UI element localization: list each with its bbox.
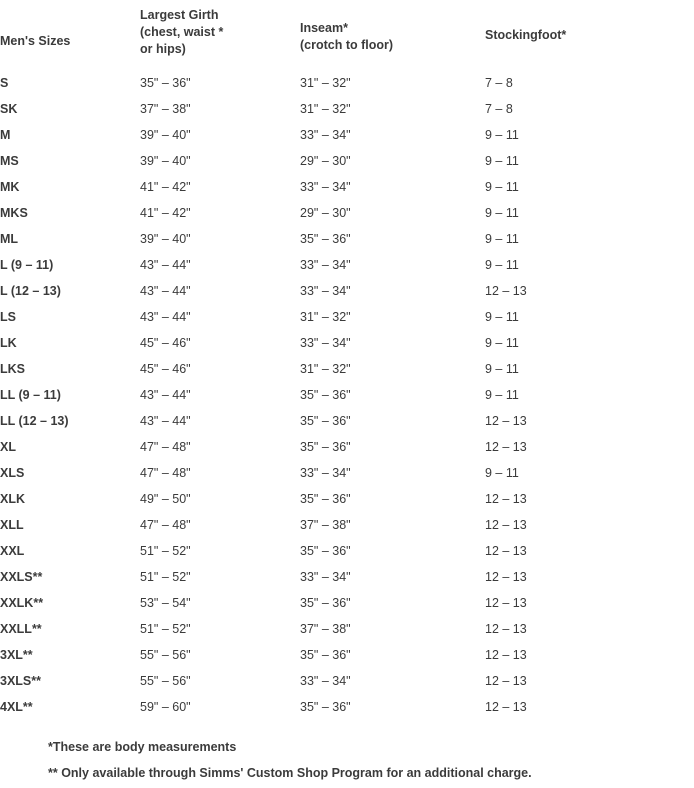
cell-inseam: 31" – 32" (300, 362, 351, 376)
table-row (0, 330, 694, 356)
cell-size: XLS (0, 466, 25, 480)
table-row (0, 590, 694, 616)
cell-inseam: 33" – 34" (300, 570, 351, 584)
cell-stockingfoot: 9 – 11 (485, 180, 519, 194)
cell-inseam: 31" – 32" (300, 76, 351, 90)
table-row (0, 278, 694, 304)
cell-size: XLL (0, 518, 24, 532)
cell-inseam: 35" – 36" (300, 388, 351, 402)
cell-size: XXLK** (0, 596, 44, 610)
notes-section (0, 734, 694, 786)
cell-girth: 49" – 50" (140, 492, 191, 506)
column-header-line: Inseam* (300, 21, 348, 35)
cell-stockingfoot: 9 – 11 (485, 310, 519, 324)
cell-girth: 43" – 44" (140, 258, 191, 272)
cell-girth: 47" – 48" (140, 518, 191, 532)
cell-girth: 53" – 54" (140, 596, 191, 610)
table-row (0, 148, 694, 174)
column-header-stockingfoot (485, 0, 694, 70)
cell-size: XXLL** (0, 622, 42, 636)
cell-size: MS (0, 154, 19, 168)
cell-girth: 51" – 52" (140, 570, 191, 584)
cell-stockingfoot: 12 – 13 (485, 284, 527, 298)
cell-inseam: 35" – 36" (300, 440, 351, 454)
cell-inseam: 33" – 34" (300, 180, 351, 194)
column-header-line: or hips) (140, 42, 186, 56)
table-row (0, 512, 694, 538)
cell-stockingfoot: 9 – 11 (485, 206, 519, 220)
cell-girth: 59" – 60" (140, 700, 191, 714)
table-row (0, 96, 694, 122)
cell-stockingfoot: 9 – 11 (485, 232, 519, 246)
table-row (0, 694, 694, 720)
cell-size: 4XL** (0, 700, 33, 714)
cell-size: XXLS** (0, 570, 43, 584)
cell-inseam: 33" – 34" (300, 258, 351, 272)
cell-inseam: 35" – 36" (300, 596, 351, 610)
cell-girth: 51" – 52" (140, 622, 191, 636)
cell-girth: 39" – 40" (140, 232, 191, 246)
cell-girth: 55" – 56" (140, 648, 191, 662)
table-row (0, 304, 694, 330)
table-row (0, 642, 694, 668)
table-row (0, 616, 694, 642)
cell-stockingfoot: 12 – 13 (485, 674, 527, 688)
cell-inseam: 29" – 30" (300, 154, 351, 168)
cell-stockingfoot: 12 – 13 (485, 622, 527, 636)
cell-size: M (0, 128, 11, 142)
table-row (0, 382, 694, 408)
table-row (0, 226, 694, 252)
cell-inseam: 35" – 36" (300, 492, 351, 506)
table-row (0, 122, 694, 148)
cell-inseam: 31" – 32" (300, 102, 351, 116)
table-row (0, 538, 694, 564)
cell-girth: 43" – 44" (140, 414, 191, 428)
cell-stockingfoot: 12 – 13 (485, 440, 527, 454)
cell-size: MKS (0, 206, 28, 220)
note-custom-shop: ** Only available through Simms' Custom Shop Program for an additional charge. (48, 766, 532, 780)
table-row (0, 408, 694, 434)
cell-size: L (12 – 13) (0, 284, 61, 298)
cell-stockingfoot: 9 – 11 (485, 362, 519, 376)
cell-girth: 39" – 40" (140, 128, 191, 142)
cell-inseam: 29" – 30" (300, 206, 351, 220)
cell-size: SK (0, 102, 18, 116)
table-row (0, 486, 694, 512)
column-header-line: Stockingfoot* (485, 28, 567, 42)
cell-inseam: 35" – 36" (300, 232, 351, 246)
cell-girth: 47" – 48" (140, 466, 191, 480)
table-row (0, 356, 694, 382)
cell-stockingfoot: 9 – 11 (485, 154, 519, 168)
cell-inseam: 37" – 38" (300, 518, 351, 532)
column-header-line: Men's Sizes (0, 34, 71, 48)
cell-size: LKS (0, 362, 25, 376)
cell-inseam: 33" – 34" (300, 128, 351, 142)
table-row (0, 70, 694, 96)
cell-girth: 45" – 46" (140, 362, 191, 376)
cell-inseam: 35" – 36" (300, 648, 351, 662)
table-body (0, 70, 694, 720)
cell-stockingfoot: 12 – 13 (485, 492, 527, 506)
table-row (0, 200, 694, 226)
cell-inseam: 31" – 32" (300, 310, 351, 324)
cell-stockingfoot: 9 – 11 (485, 388, 519, 402)
column-header-mens-sizes (0, 0, 140, 70)
cell-size: XXL (0, 544, 25, 558)
cell-size: 3XL** (0, 648, 33, 662)
cell-inseam: 35" – 36" (300, 544, 351, 558)
table-header-row (0, 0, 694, 70)
cell-stockingfoot: 12 – 13 (485, 518, 527, 532)
column-header-inseam (300, 0, 485, 70)
cell-inseam: 33" – 34" (300, 466, 351, 480)
cell-stockingfoot: 12 – 13 (485, 414, 527, 428)
cell-inseam: 33" – 34" (300, 674, 351, 688)
column-header-line: (crotch to floor) (300, 38, 394, 52)
cell-girth: 35" – 36" (140, 76, 191, 90)
cell-stockingfoot: 12 – 13 (485, 596, 527, 610)
column-header-line: (chest, waist * (140, 25, 224, 39)
cell-size: L (9 – 11) (0, 258, 54, 272)
cell-girth: 51" – 52" (140, 544, 191, 558)
column-header-line: Largest Girth (140, 8, 219, 22)
table-row (0, 252, 694, 278)
cell-size: LK (0, 336, 17, 350)
cell-stockingfoot: 9 – 11 (485, 258, 519, 272)
cell-size: LL (9 – 11) (0, 388, 61, 402)
note-body-measurements: *These are body measurements (48, 740, 237, 754)
cell-stockingfoot: 12 – 13 (485, 648, 527, 662)
cell-inseam: 37" – 38" (300, 622, 351, 636)
cell-size: XLK (0, 492, 25, 506)
table-row (0, 460, 694, 486)
cell-inseam: 33" – 34" (300, 284, 351, 298)
cell-girth: 45" – 46" (140, 336, 191, 350)
table-header (0, 0, 694, 70)
cell-stockingfoot: 7 – 8 (485, 76, 513, 90)
cell-stockingfoot: 9 – 11 (485, 128, 519, 142)
table-row (0, 564, 694, 590)
cell-stockingfoot: 12 – 13 (485, 700, 527, 714)
table-row (0, 174, 694, 200)
cell-stockingfoot: 12 – 13 (485, 544, 527, 558)
cell-size: 3XLS** (0, 674, 41, 688)
cell-stockingfoot: 7 – 8 (485, 102, 513, 116)
cell-size: LS (0, 310, 16, 324)
cell-girth: 47" – 48" (140, 440, 191, 454)
cell-inseam: 35" – 36" (300, 700, 351, 714)
cell-inseam: 33" – 34" (300, 336, 351, 350)
cell-stockingfoot: 9 – 11 (485, 336, 519, 350)
cell-size: LL (12 – 13) (0, 414, 69, 428)
cell-girth: 39" – 40" (140, 154, 191, 168)
cell-inseam: 35" – 36" (300, 414, 351, 428)
cell-girth: 43" – 44" (140, 388, 191, 402)
cell-girth: 41" – 42" (140, 206, 191, 220)
cell-girth: 41" – 42" (140, 180, 191, 194)
table-row (0, 434, 694, 460)
cell-size: S (0, 76, 9, 90)
cell-size: ML (0, 232, 19, 246)
cell-girth: 37" – 38" (140, 102, 191, 116)
cell-stockingfoot: 12 – 13 (485, 570, 527, 584)
table-row (0, 668, 694, 694)
cell-stockingfoot: 9 – 11 (485, 466, 519, 480)
cell-size: MK (0, 180, 20, 194)
cell-size: XL (0, 440, 16, 454)
cell-girth: 55" – 56" (140, 674, 191, 688)
column-header-largest-girth (140, 0, 300, 70)
cell-girth: 43" – 44" (140, 284, 191, 298)
cell-girth: 43" – 44" (140, 310, 191, 324)
